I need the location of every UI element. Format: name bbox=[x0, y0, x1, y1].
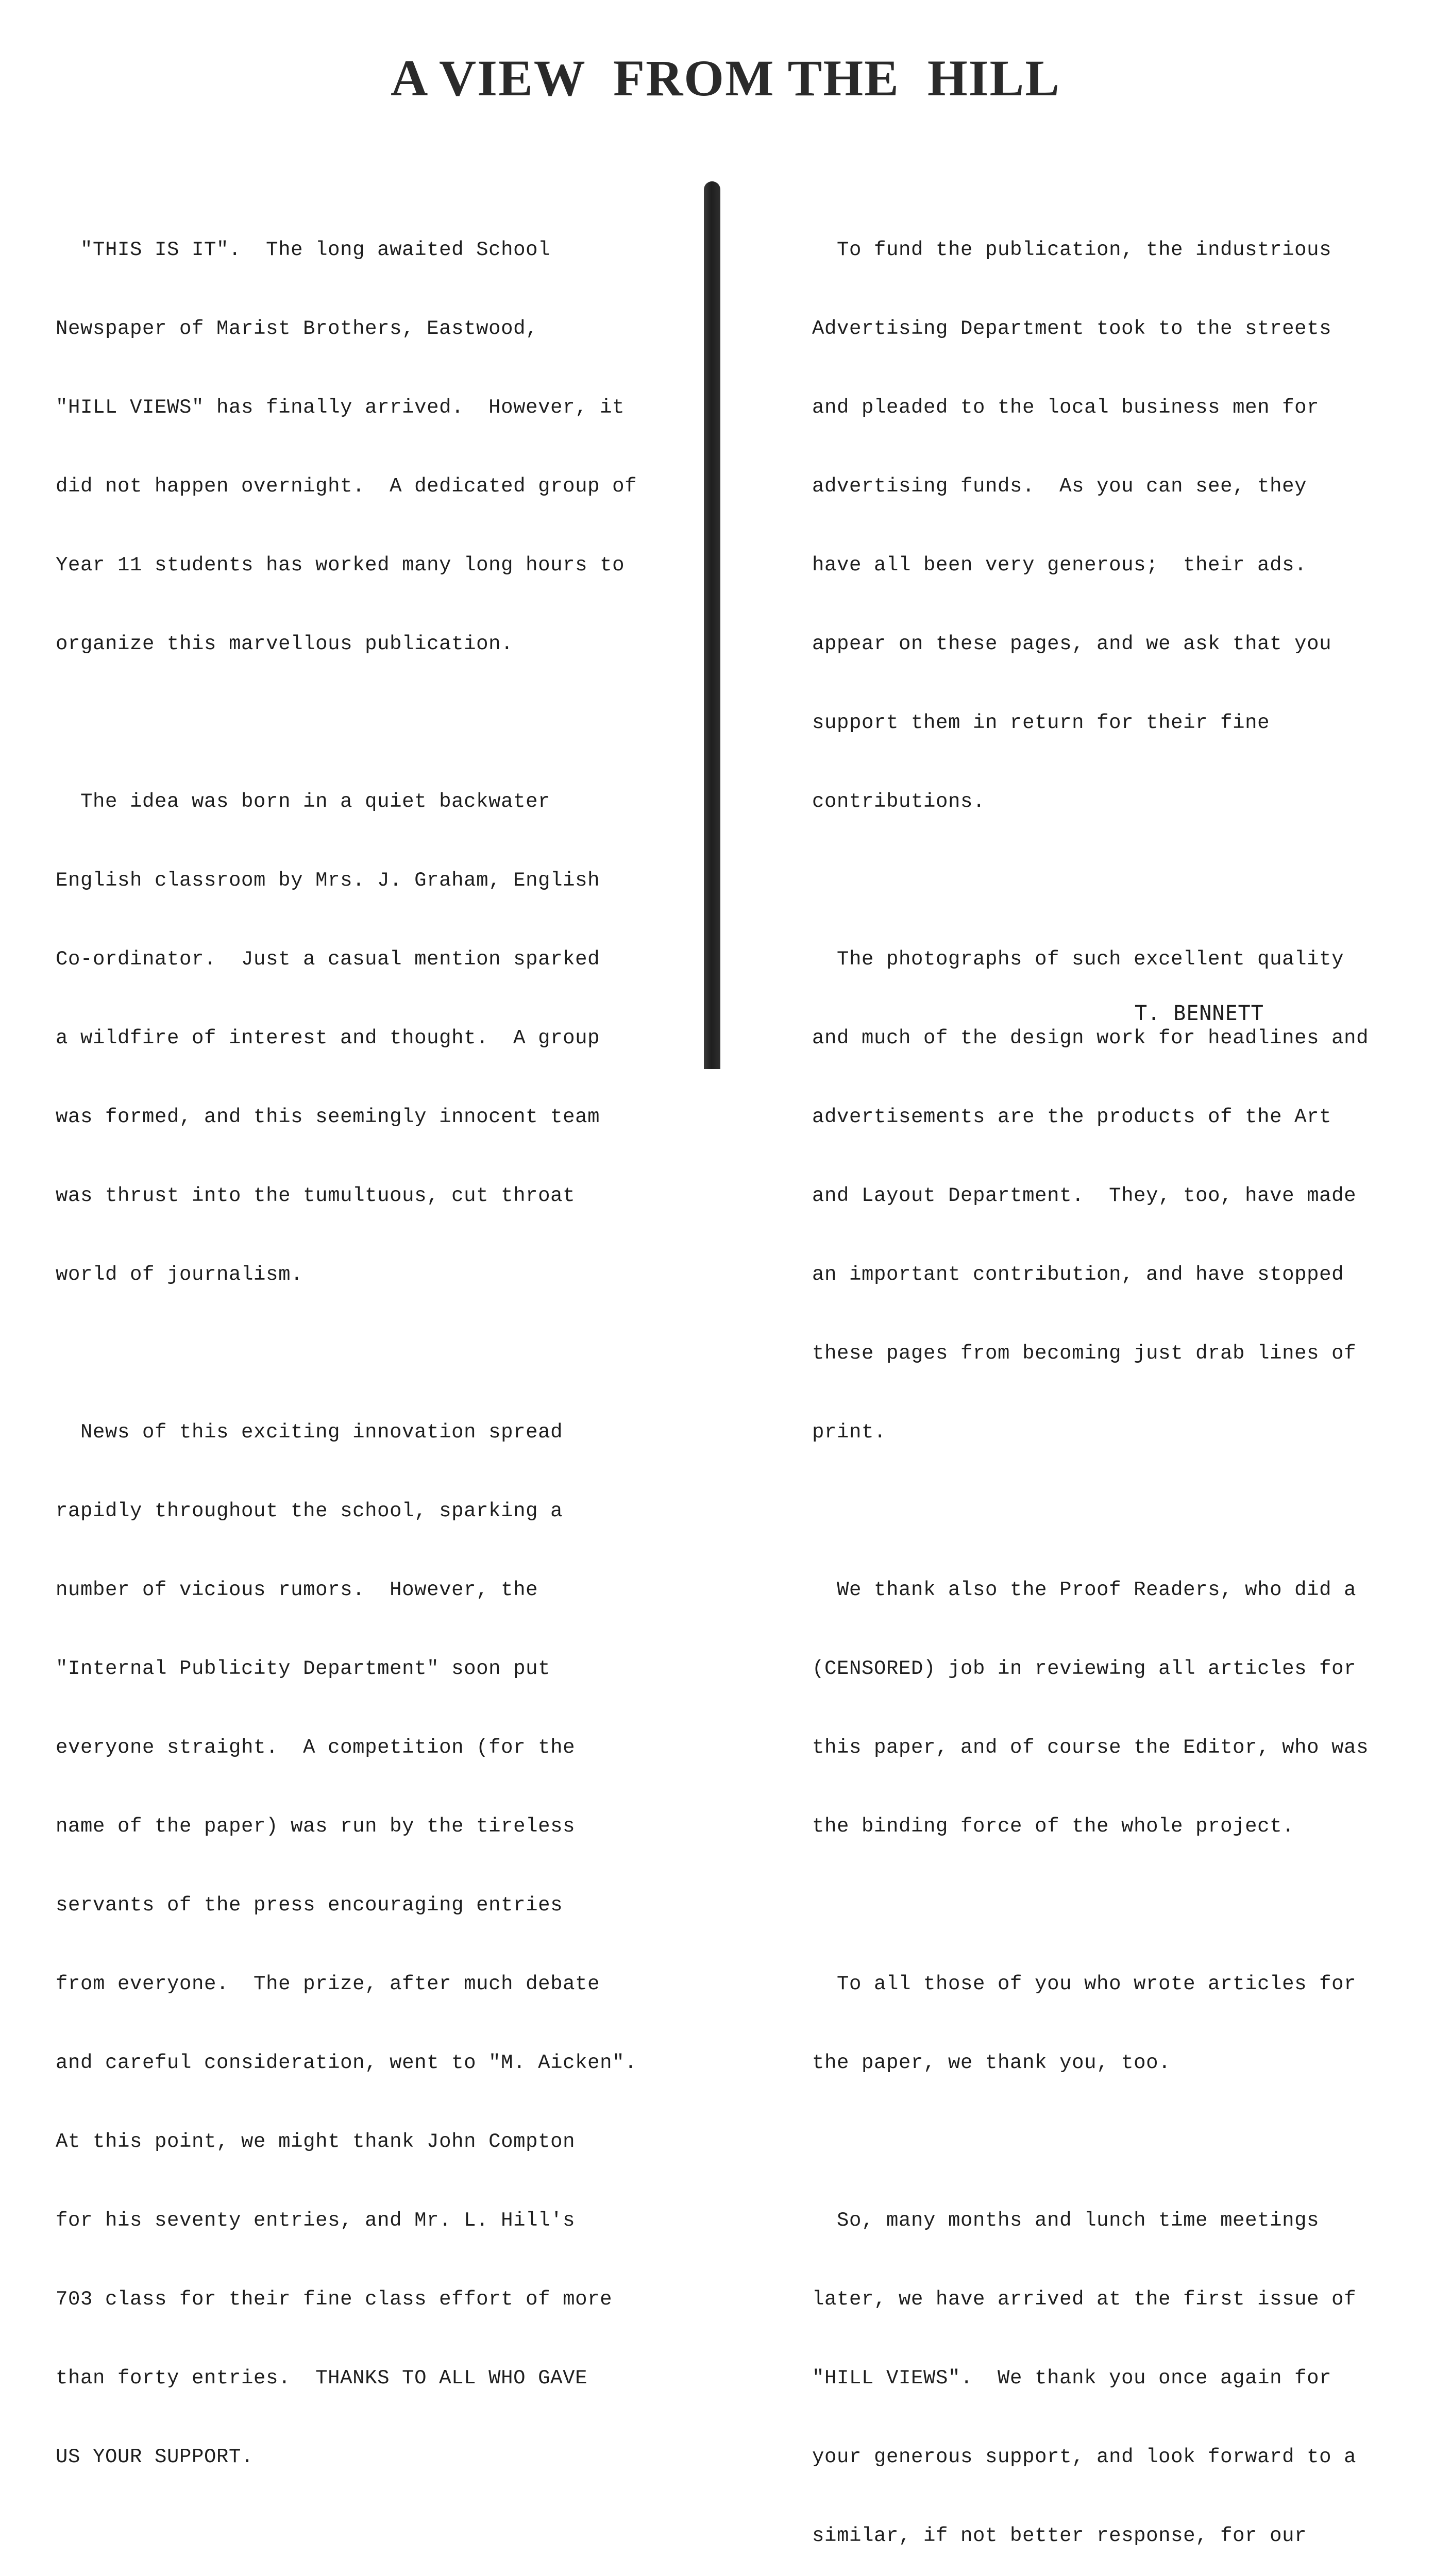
text-line: number of vicious rumors. However, the bbox=[56, 1579, 538, 1601]
paragraph bbox=[56, 184, 700, 710]
text-line: The photographs of such excellent quality bbox=[812, 948, 1344, 971]
text-line: appear on these pages, and we ask that you bbox=[812, 633, 1332, 655]
text-line: name of the paper) was run by the tireless bbox=[56, 1815, 576, 1838]
column-divider bbox=[704, 181, 720, 1069]
text-line: the paper, we thank you, too. bbox=[812, 2052, 1171, 2074]
text-line: News of this exciting innovation spread bbox=[56, 1421, 563, 1444]
paragraph bbox=[56, 1367, 700, 2523]
text-line: Co-ordinator. Just a casual mention sparked bbox=[56, 948, 600, 971]
text-line: "HILL VIEWS" has finally arrived. However, it bbox=[56, 396, 625, 419]
paragraph bbox=[812, 184, 1446, 868]
text-line: organize this marvellous publication. bbox=[56, 633, 514, 655]
text-line: did not happen overnight. A dedicated group of bbox=[56, 475, 637, 498]
text-line: these pages from becoming just drab lines of bbox=[812, 1342, 1357, 1365]
text-line: US YOUR SUPPORT. bbox=[56, 2446, 254, 2468]
text-line: servants of the press encouraging entries bbox=[56, 1894, 563, 1917]
text-line: from everyone. The prize, after much debate bbox=[56, 1973, 600, 1995]
text-line: English classroom by Mrs. J. Graham, English bbox=[56, 869, 600, 892]
text-line: At this point, we might thank John Compton bbox=[56, 2130, 576, 2153]
text-line: was formed, and this seemingly innocent team bbox=[56, 1106, 600, 1128]
text-line: similar, if not better response, for our bbox=[812, 2524, 1307, 2547]
text-line: advertising funds. As you can see, they bbox=[812, 475, 1307, 498]
text-line: a wildfire of interest and thought. A group bbox=[56, 1027, 600, 1049]
paragraph bbox=[812, 1919, 1446, 2129]
text-line: and pleaded to the local business men for bbox=[812, 396, 1320, 419]
text-line: was thrust into the tumultuous, cut throat bbox=[56, 1184, 576, 1207]
text-line: and Layout Department. They, too, have made bbox=[812, 1184, 1357, 1207]
paragraph bbox=[812, 1524, 1446, 1892]
right-column bbox=[812, 184, 1446, 2576]
paragraph bbox=[812, 894, 1446, 1498]
author-signature: T. BENNETT bbox=[1135, 1002, 1264, 1025]
paragraph bbox=[812, 2155, 1446, 2576]
text-line: "Internal Publicity Department" soon put bbox=[56, 1657, 551, 1680]
paragraph bbox=[56, 736, 700, 1341]
text-line: an important contribution, and have stopped bbox=[812, 1263, 1344, 1286]
text-line: Advertising Department took to the streets bbox=[812, 317, 1332, 340]
text-line: your generous support, and look forward to a bbox=[812, 2446, 1357, 2468]
text-line: the binding force of the whole project. bbox=[812, 1815, 1295, 1838]
text-line: (CENSORED) job in reviewing all articles for bbox=[812, 1657, 1357, 1680]
text-line: world of journalism. bbox=[56, 1263, 303, 1286]
text-line: than forty entries. THANKS TO ALL WHO GAVE bbox=[56, 2367, 588, 2389]
text-line: support them in return for their fine bbox=[812, 711, 1270, 734]
text-line: To fund the publication, the industrious bbox=[812, 239, 1332, 261]
text-line: Year 11 students has worked many long hours to bbox=[56, 554, 625, 577]
text-line: contributions. bbox=[812, 790, 986, 813]
text-line: So, many months and lunch time meetings bbox=[812, 2209, 1320, 2232]
text-line: and much of the design work for headlines and bbox=[812, 1027, 1369, 1049]
text-line: To all those of you who wrote articles for bbox=[812, 1973, 1357, 1995]
text-line: print. bbox=[812, 1421, 887, 1444]
text-line: 703 class for their fine class effort of more bbox=[56, 2288, 613, 2311]
text-line: rapidly throughout the school, sparking a bbox=[56, 1500, 563, 1522]
text-line: "THIS IS IT". The long awaited School bbox=[56, 239, 551, 261]
text-line: for his seventy entries, and Mr. L. Hill's bbox=[56, 2209, 576, 2232]
page-title: A VIEW FROM THE HILL bbox=[391, 49, 1060, 107]
text-line: advertisements are the products of the Art bbox=[812, 1106, 1332, 1128]
text-line: The idea was born in a quiet backwater bbox=[56, 790, 551, 813]
text-line: Newspaper of Marist Brothers, Eastwood, bbox=[56, 317, 538, 340]
text-line: later, we have arrived at the first issue of bbox=[812, 2288, 1357, 2311]
text-line: "HILL VIEWS". We thank you once again for bbox=[812, 2367, 1332, 2389]
text-line: We thank also the Proof Readers, who did a bbox=[812, 1579, 1357, 1601]
text-line: and careful consideration, went to "M. Aicken". bbox=[56, 2052, 637, 2074]
left-column bbox=[56, 184, 700, 2549]
text-line: have all been very generous; their ads. bbox=[812, 554, 1307, 577]
text-line: this paper, and of course the Editor, who was bbox=[812, 1736, 1369, 1759]
text-line: everyone straight. A competition (for the bbox=[56, 1736, 576, 1759]
